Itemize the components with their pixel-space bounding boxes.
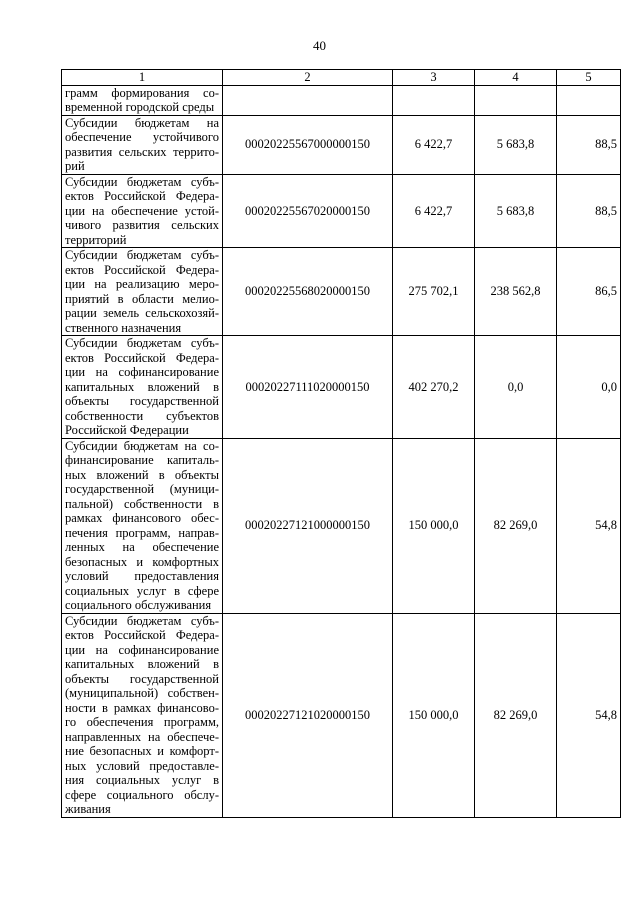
table-row	[62, 174, 621, 248]
description-line: рамках финансового обес-	[65, 511, 219, 525]
description-line: (муниципальной) собствен-	[65, 686, 219, 700]
description-line: ции на софинансирование	[65, 365, 219, 379]
row-description	[62, 613, 223, 817]
description-line: социального обслуживания	[65, 598, 212, 612]
description-line: территорий	[65, 232, 127, 247]
description-line: ния социальных услуг в	[65, 773, 219, 787]
description-line: ектов Российской Федера-	[65, 262, 219, 277]
description-line: ных условий предоставле-	[65, 758, 219, 773]
percent-cell: 86,5	[557, 248, 621, 336]
description-line: ции на реализацию меро-	[65, 277, 219, 291]
description-line: капитальных вложений в	[65, 657, 219, 671]
page-number: 40	[313, 38, 326, 53]
description-line: грамм формирования со-	[65, 85, 219, 100]
percent-cell: 0,0	[557, 336, 621, 439]
table-row	[62, 613, 621, 817]
description-line: Российской Федерации	[65, 423, 189, 437]
table-header-row	[62, 70, 621, 86]
table-row	[62, 115, 621, 174]
description-line: безопасных и комфортных	[65, 554, 219, 569]
table-row	[62, 248, 621, 336]
percent-cell: 88,5	[557, 174, 621, 248]
budget-code-cell: 00020227121020000150	[223, 613, 393, 817]
row-description	[62, 336, 223, 439]
description-line: ции на обеспечение устой-	[65, 203, 219, 218]
plan-amount-cell: 402 270,2	[393, 336, 475, 439]
budget-code-cell: 00020227121000000150	[223, 438, 393, 613]
description-line: обеспечение устойчивого	[65, 130, 219, 144]
row-description	[62, 85, 223, 115]
description-line: государственной (муници-	[65, 482, 219, 496]
plan-amount-cell: 275 702,1	[393, 248, 475, 336]
table-row	[62, 438, 621, 613]
description-line: ции на софинансирование	[65, 642, 219, 657]
budget-code-cell	[223, 85, 393, 115]
description-line: Субсидии бюджетам субъ-	[65, 613, 219, 628]
description-line: ектов Российской Федера-	[65, 350, 219, 365]
budget-code-cell: 00020225568020000150	[223, 248, 393, 336]
description-line: капитальных вложений в	[65, 379, 219, 394]
description-line: собственности субъектов	[65, 408, 219, 423]
description-line: социальных услуг в сфере	[65, 583, 219, 598]
percent-cell	[557, 85, 621, 115]
column-header: 5	[557, 70, 621, 86]
description-line: Субсидии бюджетам на со-	[65, 438, 219, 453]
fact-amount-cell: 82 269,0	[475, 613, 557, 817]
budget-table	[61, 69, 621, 818]
description-line: направленных на обеспече-	[65, 729, 219, 744]
table-row	[62, 336, 621, 439]
fact-amount-cell	[475, 85, 557, 115]
description-line: печения программ, направ-	[65, 525, 219, 540]
description-line: приятий в области мелио-	[65, 291, 219, 306]
description-line: финансирование капиталь-	[65, 453, 219, 467]
percent-cell: 54,8	[557, 613, 621, 817]
row-description	[62, 438, 223, 613]
budget-code-cell: 00020225567020000150	[223, 174, 393, 248]
fact-amount-cell: 5 683,8	[475, 174, 557, 248]
fact-amount-cell: 82 269,0	[475, 438, 557, 613]
description-line: развития сельских террито-	[65, 144, 219, 159]
description-line: ние безопасных и комфорт-	[65, 744, 219, 758]
row-description	[62, 174, 223, 248]
description-line: рий	[65, 159, 85, 173]
plan-amount-cell	[393, 85, 475, 115]
table-row	[62, 85, 621, 115]
column-header: 2	[223, 70, 393, 86]
description-line: пальной) собственности в	[65, 496, 219, 511]
column-header: 3	[393, 70, 475, 86]
description-line: ности в рамках финансово-	[65, 700, 219, 715]
description-line: рации земель сельскохозяй-	[65, 306, 219, 320]
description-line: ленных на обеспечение	[65, 540, 219, 554]
description-line: ектов Российской Федера-	[65, 628, 219, 642]
description-line: условий предоставления	[65, 569, 219, 583]
description-line: живания	[65, 802, 111, 816]
description-line: ных вложений в объекты	[65, 467, 219, 482]
fact-amount-cell: 238 562,8	[475, 248, 557, 336]
description-line: Субсидии бюджетам на	[65, 115, 219, 130]
fact-amount-cell: 0,0	[475, 336, 557, 439]
description-line: временной городской среды	[65, 100, 215, 114]
description-line: объекты государственной	[65, 671, 219, 686]
description-line: сфере социального обслу-	[65, 787, 219, 802]
description-line: го обеспечения программ,	[65, 715, 219, 729]
plan-amount-cell: 6 422,7	[393, 115, 475, 174]
description-line: Субсидии бюджетам субъ-	[65, 248, 219, 262]
column-header: 1	[62, 70, 223, 86]
description-line: ственного назначения	[65, 320, 182, 335]
plan-amount-cell: 150 000,0	[393, 438, 475, 613]
percent-cell: 88,5	[557, 115, 621, 174]
description-line: Субсидии бюджетам субъ-	[65, 336, 219, 350]
description-line: чивого развития сельских	[65, 218, 219, 232]
description-line: Субсидии бюджетам субъ-	[65, 174, 219, 189]
percent-cell: 54,8	[557, 438, 621, 613]
column-header: 4	[475, 70, 557, 86]
plan-amount-cell: 6 422,7	[393, 174, 475, 248]
fact-amount-cell: 5 683,8	[475, 115, 557, 174]
description-line: объекты государственной	[65, 394, 219, 408]
budget-code-cell: 00020225567000000150	[223, 115, 393, 174]
budget-code-cell: 00020227111020000150	[223, 336, 393, 439]
description-line: ектов Российской Федера-	[65, 189, 219, 203]
row-description	[62, 248, 223, 336]
row-description	[62, 115, 223, 174]
plan-amount-cell: 150 000,0	[393, 613, 475, 817]
